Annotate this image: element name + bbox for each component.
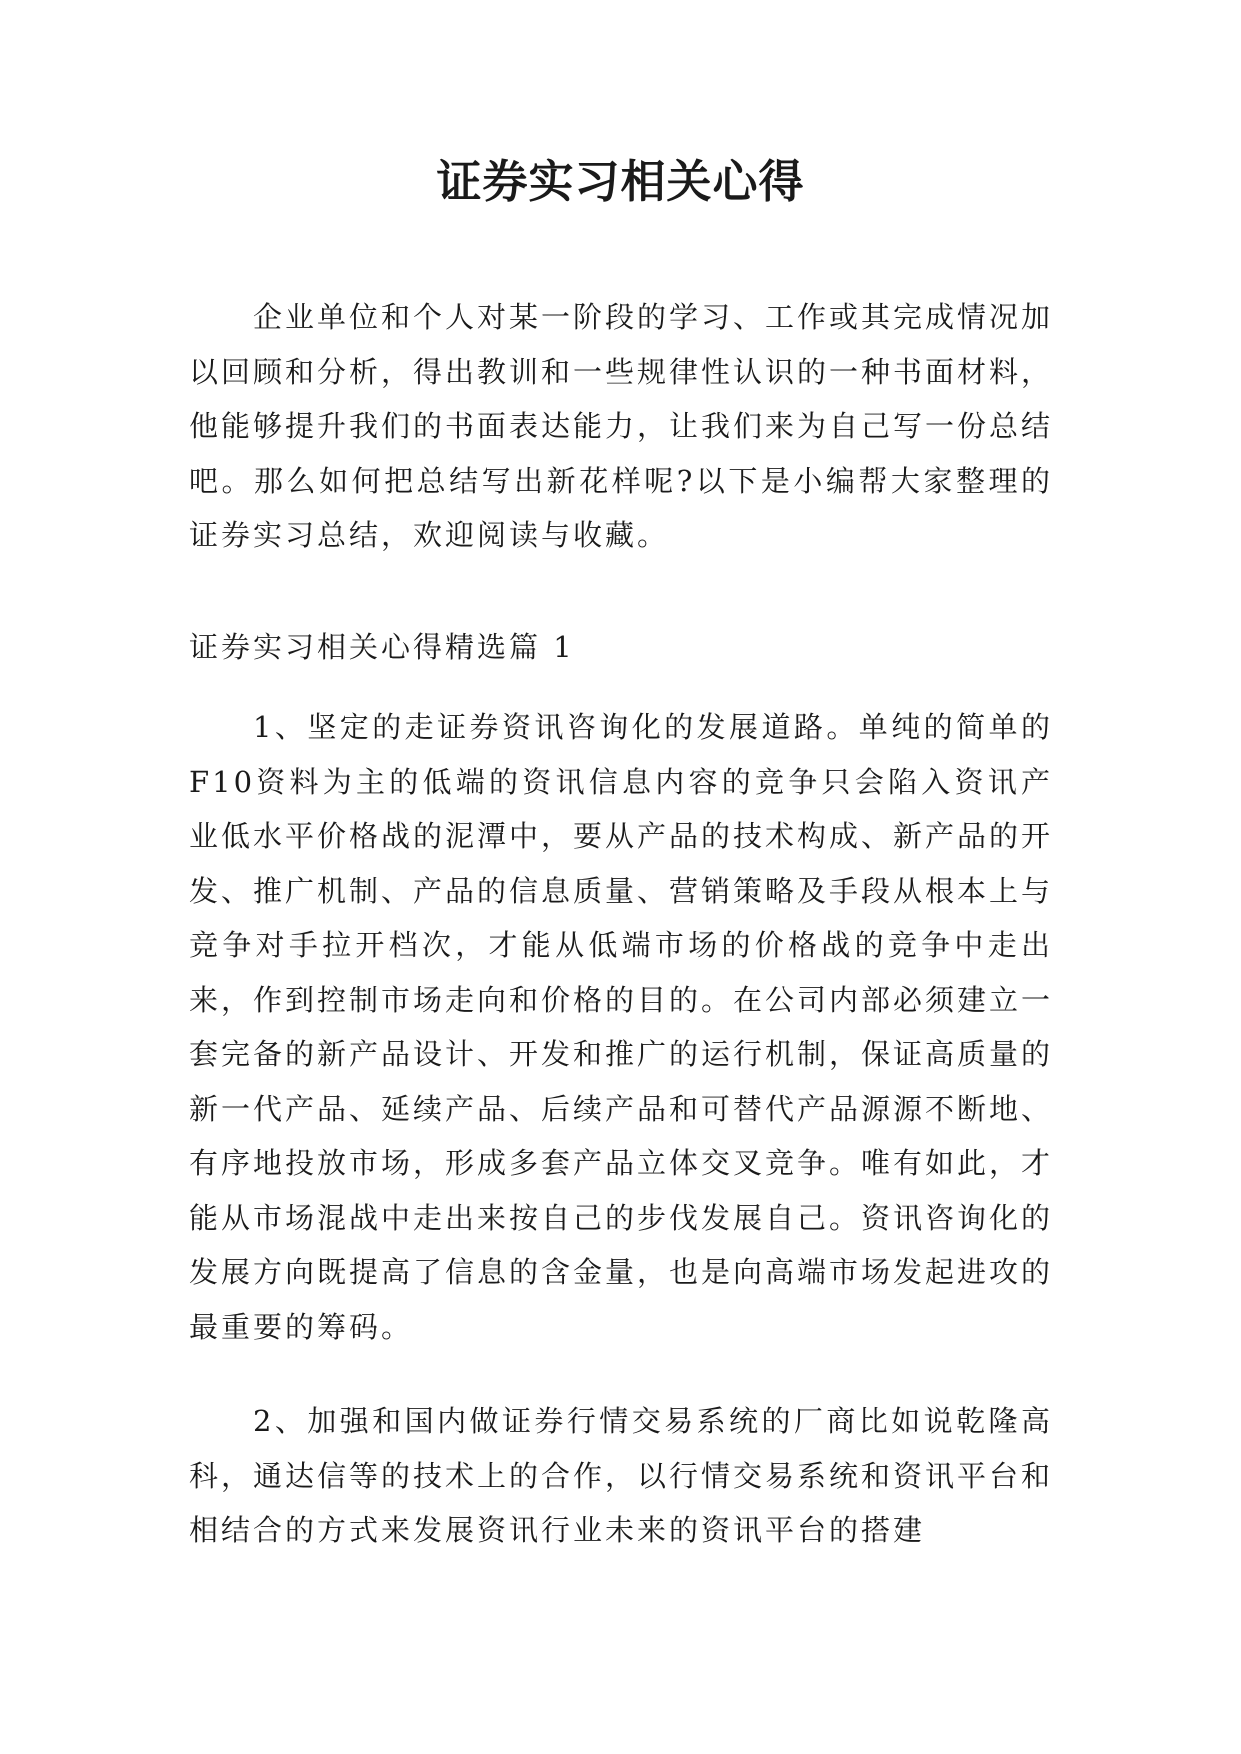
section-heading: 证券实习相关心得精选篇 1: [189, 630, 575, 664]
intro-paragraph: 企业单位和个人对某一阶段的学习、工作或其完成情况加以回顾和分析，得出教训和一些规律性认识的一种书面材料，他能够提升我们的书面表达能力，让我们来为自己写一份总结吧。那么如何把总结写出新花样呢?以下是小编帮大家整理的证券实习总结，欢迎阅读与收藏。: [189, 300, 1054, 552]
document-title: 证券实习相关心得: [436, 155, 805, 208]
paragraph-2: 2、加强和国内做证券行情交易系统的厂商比如说乾隆高科，通达信等的技术上的合作，以行情交易系统和资讯平台和相结合的方式来发展资讯行业未来的资讯平台的搭建: [189, 1404, 1054, 1547]
paragraph-1: 1、坚定的走证券资讯咨询化的发展道路。单纯的简单的F10资料为主的低端的资讯信息内容的竞争只会陷入资讯产业低水平价格战的泥潭中，要从产品的技术构成、新产品的开发、推广机制、产品的信息质量、营销策略及手段从根本上与竞争对手拉开档次，才能从低端市场的价格战的竞争中走出来，作到控制市场走向和价格的目的。在公司内部必须建立一套完备的新产品设计、开发和推广的运行机制，保证高质量的新一代产品、延续产品、后续产品和可替代产品源源不断地、有序地投放市场，形成多套产品立体交叉竞争。唯有如此，才能从市场混战中走出来按自己的步伐发展自己。资讯咨询化的发展方向既提高了信息的含金量，也是向高端市场发起进攻的最重要的筹码。: [189, 710, 1054, 1344]
